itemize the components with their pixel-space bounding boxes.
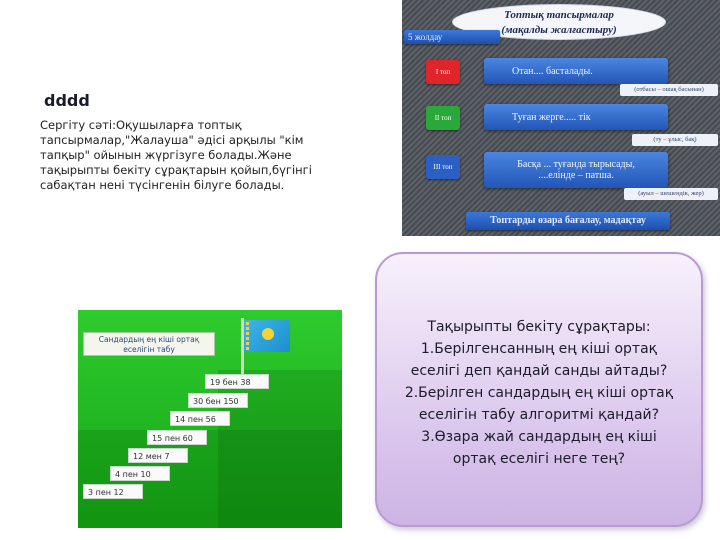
- group-1-task-text: Отан.... басталады.: [512, 65, 593, 77]
- description-paragraph: Сергіту сәті:Оқушыларға топтық тапсырмалар,"Жалауша" әдісі арқылы "кім тапқыр" ойынын жүргізуге болады.Және тақырыпты бекіту сұрақтарын қойып,бүгінгі сабақтан нені түсінгенін білуге болады.: [40, 118, 312, 192]
- group-2-label: ІІ топ: [426, 106, 460, 130]
- stairs-image: [78, 310, 342, 528]
- group-1-label: І топ: [426, 60, 460, 84]
- step-7: 3 пен 12: [83, 484, 143, 499]
- group-3-task: [484, 152, 668, 188]
- task-title-line2: (мақалды жалғастыру): [501, 24, 617, 36]
- flag-sun-icon: [262, 328, 274, 340]
- question-line: еселігі деп қандай санды айтады?: [410, 363, 668, 379]
- group-2-task-text: Туған жерге..... тік: [512, 111, 591, 123]
- flag-ornament-icon: [246, 322, 249, 350]
- question-line: еселігін табу алгоритмі қандай?: [418, 407, 660, 423]
- questions-heading: Тақырыпты бекіту сұрақтары:: [427, 319, 651, 335]
- group-3-task-line2: ....елінде – патша.: [538, 170, 614, 181]
- step-3: 14 пен 56: [170, 411, 230, 426]
- step-1: 19 бен 38: [205, 374, 269, 389]
- step-5: 12 мен 7: [128, 448, 188, 463]
- question-line: 2.Берілген сандардың ең кіші ортақ: [404, 385, 674, 401]
- question-line: ортақ еселігі неге тең?: [452, 451, 626, 467]
- step-6: 4 пен 10: [110, 466, 170, 481]
- top-bar: 5 жолдау: [404, 30, 500, 44]
- task-title-line1: Топтық тапсырмалар: [504, 9, 614, 21]
- heading: dddd: [44, 91, 90, 110]
- questions-text: [397, 316, 681, 470]
- group-1-answer: (отбасы – ошақ басынан): [620, 84, 718, 96]
- group-2-task: [484, 104, 668, 130]
- group-tasks-image: [402, 0, 720, 236]
- group-2-answer: (ту – ұлыс, бақ): [632, 134, 718, 146]
- stairs-title: Сандардың ең кіші ортақ еселігін табу: [83, 332, 215, 356]
- group-3-answer: (ауыл – шешендік, жер): [624, 188, 718, 200]
- group-1-task: [484, 58, 668, 84]
- group-3-label: ІІІ топ: [426, 155, 460, 179]
- question-line: 1.Берілгенсанның ең кіші ортақ: [420, 341, 658, 357]
- question-line: 3.Өзара жай сандардың ең кіші: [421, 429, 657, 445]
- questions-card: [375, 252, 703, 527]
- step-2: 30 бен 150: [188, 393, 248, 408]
- step-4: 15 пен 60: [147, 430, 207, 445]
- group-3-task-line1: Басқа ... туғанда тырысады,: [517, 159, 635, 170]
- footer-bar: Топтарды өзара бағалау, мадақтау: [466, 212, 670, 230]
